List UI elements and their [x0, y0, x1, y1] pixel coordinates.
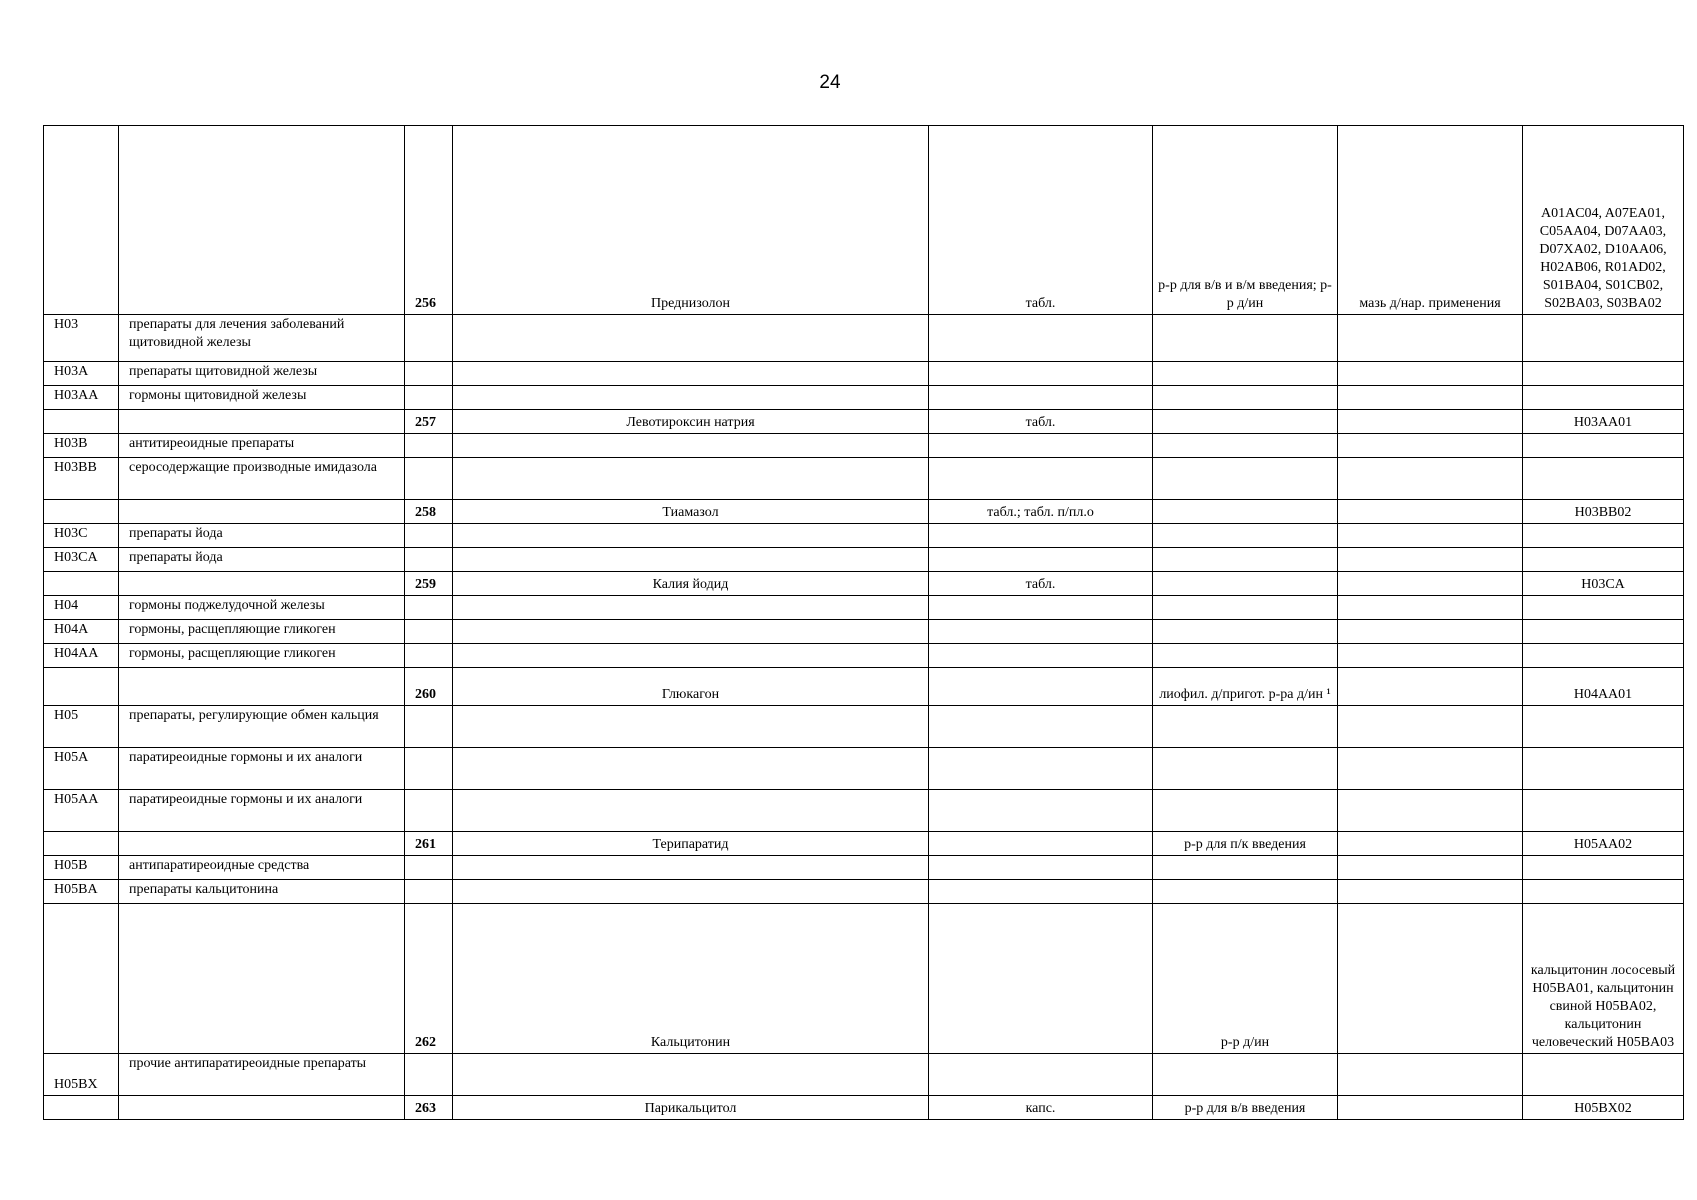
- injection-form-cell: р-р для в/в и в/м введения; р-р д/ин: [1153, 126, 1338, 315]
- external-form-cell: [1338, 434, 1523, 458]
- oral-form-cell: [929, 880, 1153, 904]
- drug-name-cell: [453, 856, 929, 880]
- group-name-cell: препараты для лечения заболеваний щитовидной железы: [119, 315, 405, 362]
- drug-number-cell: 260: [405, 668, 453, 706]
- injection-form-cell: лиофил. д/пригот. р-ра д/ин ¹: [1153, 668, 1338, 706]
- group-row: [44, 548, 1684, 572]
- drug-number-cell: [405, 1054, 453, 1096]
- group-name-cell: препараты щитовидной железы: [119, 362, 405, 386]
- drug-number-cell: [405, 706, 453, 748]
- group-row: [44, 458, 1684, 500]
- atc-code-cell: H03CA: [1523, 572, 1684, 596]
- drug-number-cell: [405, 386, 453, 410]
- injection-form-cell: [1153, 548, 1338, 572]
- atc-code-cell: [1523, 434, 1684, 458]
- drug-row: [44, 500, 1684, 524]
- drug-name-cell: [453, 644, 929, 668]
- drug-number-cell: 263: [405, 1096, 453, 1120]
- drug-row: [44, 832, 1684, 856]
- external-form-cell: [1338, 748, 1523, 790]
- atc-group-code-cell: H03B: [44, 434, 119, 458]
- atc-group-code-cell: H03A: [44, 362, 119, 386]
- atc-code-cell: H05BX02: [1523, 1096, 1684, 1120]
- drug-list-table: [43, 125, 1684, 1120]
- injection-form-cell: [1153, 500, 1338, 524]
- group-name-cell: [119, 126, 405, 315]
- oral-form-cell: [929, 668, 1153, 706]
- oral-form-cell: [929, 620, 1153, 644]
- drug-name-cell: [453, 458, 929, 500]
- atc-code-cell: [1523, 856, 1684, 880]
- injection-form-cell: [1153, 458, 1338, 500]
- atc-code-cell: [1523, 458, 1684, 500]
- atc-group-code-cell: H03BB: [44, 458, 119, 500]
- external-form-cell: [1338, 856, 1523, 880]
- atc-group-code-cell: [44, 572, 119, 596]
- group-row: [44, 362, 1684, 386]
- drug-name-cell: [453, 524, 929, 548]
- drug-number-cell: [405, 748, 453, 790]
- drug-number-cell: [405, 790, 453, 832]
- group-name-cell: [119, 668, 405, 706]
- injection-form-cell: [1153, 790, 1338, 832]
- external-form-cell: [1338, 620, 1523, 644]
- injection-form-cell: р-р для в/в введения: [1153, 1096, 1338, 1120]
- atc-group-code-cell: H03C: [44, 524, 119, 548]
- group-name-cell: паратиреоидные гормоны и их аналоги: [119, 748, 405, 790]
- atc-group-code-cell: H04AA: [44, 644, 119, 668]
- atc-code-cell: A01AC04, A07EA01, C05AA04, D07AA03, D07XA02, D10AA06, H02AB06, R01AD02, S01BA04, S01CB02, S02BA03, S03BA02: [1523, 126, 1684, 315]
- drug-name-cell: Левотироксин натрия: [453, 410, 929, 434]
- atc-group-code-cell: [44, 500, 119, 524]
- external-form-cell: [1338, 790, 1523, 832]
- atc-group-code-cell: H05BX: [44, 1054, 119, 1096]
- external-form-cell: [1338, 644, 1523, 668]
- external-form-cell: [1338, 458, 1523, 500]
- atc-group-code-cell: H03AA: [44, 386, 119, 410]
- group-row: [44, 386, 1684, 410]
- table-body: [44, 126, 1684, 1120]
- group-name-cell: прочие антипаратиреоидные препараты: [119, 1054, 405, 1096]
- drug-number-cell: 257: [405, 410, 453, 434]
- group-row: [44, 856, 1684, 880]
- atc-code-cell: [1523, 706, 1684, 748]
- atc-group-code-cell: H05BA: [44, 880, 119, 904]
- drug-row: [44, 572, 1684, 596]
- atc-group-code-cell: [44, 668, 119, 706]
- external-form-cell: [1338, 880, 1523, 904]
- oral-form-cell: табл.; табл. п/пл.о: [929, 500, 1153, 524]
- injection-form-cell: [1153, 386, 1338, 410]
- drug-number-cell: [405, 362, 453, 386]
- external-form-cell: [1338, 1096, 1523, 1120]
- atc-code-cell: [1523, 620, 1684, 644]
- oral-form-cell: [929, 386, 1153, 410]
- group-name-cell: антипаратиреоидные средства: [119, 856, 405, 880]
- oral-form-cell: [929, 904, 1153, 1054]
- group-name-cell: препараты йода: [119, 524, 405, 548]
- injection-form-cell: [1153, 706, 1338, 748]
- drug-row: [44, 1096, 1684, 1120]
- drug-row: [44, 904, 1684, 1054]
- drug-name-cell: Кальцитонин: [453, 904, 929, 1054]
- atc-code-cell: [1523, 748, 1684, 790]
- group-name-cell: препараты, регулирующие обмен кальция: [119, 706, 405, 748]
- group-name-cell: [119, 572, 405, 596]
- drug-number-cell: [405, 434, 453, 458]
- injection-form-cell: [1153, 880, 1338, 904]
- oral-form-cell: [929, 832, 1153, 856]
- oral-form-cell: [929, 644, 1153, 668]
- group-name-cell: [119, 500, 405, 524]
- atc-group-code-cell: H05B: [44, 856, 119, 880]
- drug-name-cell: [453, 386, 929, 410]
- drug-name-cell: [453, 434, 929, 458]
- external-form-cell: [1338, 362, 1523, 386]
- atc-group-code-cell: H03CA: [44, 548, 119, 572]
- group-name-cell: препараты кальцитонина: [119, 880, 405, 904]
- oral-form-cell: табл.: [929, 126, 1153, 315]
- group-row: [44, 596, 1684, 620]
- external-form-cell: мазь д/нар. применения: [1338, 126, 1523, 315]
- oral-form-cell: [929, 596, 1153, 620]
- drug-name-cell: [453, 362, 929, 386]
- group-row: [44, 1054, 1684, 1096]
- external-form-cell: [1338, 1054, 1523, 1096]
- atc-code-cell: [1523, 1054, 1684, 1096]
- atc-code-cell: H03AA01: [1523, 410, 1684, 434]
- drug-name-cell: [453, 315, 929, 362]
- atc-code-cell: [1523, 790, 1684, 832]
- drug-number-cell: [405, 644, 453, 668]
- drug-name-cell: Терипаратид: [453, 832, 929, 856]
- oral-form-cell: [929, 856, 1153, 880]
- drug-name-cell: Калия йодид: [453, 572, 929, 596]
- atc-code-cell: [1523, 548, 1684, 572]
- group-name-cell: препараты йода: [119, 548, 405, 572]
- atc-code-cell: [1523, 596, 1684, 620]
- group-name-cell: гормоны, расщепляющие гликоген: [119, 644, 405, 668]
- drug-number-cell: [405, 856, 453, 880]
- group-row: [44, 748, 1684, 790]
- injection-form-cell: [1153, 620, 1338, 644]
- atc-code-cell: H04AA01: [1523, 668, 1684, 706]
- drug-name-cell: [453, 1054, 929, 1096]
- drug-number-cell: [405, 880, 453, 904]
- atc-code-cell: [1523, 644, 1684, 668]
- drug-name-cell: [453, 596, 929, 620]
- injection-form-cell: [1153, 434, 1338, 458]
- drug-name-cell: [453, 706, 929, 748]
- oral-form-cell: табл.: [929, 572, 1153, 596]
- drug-number-cell: 258: [405, 500, 453, 524]
- external-form-cell: [1338, 548, 1523, 572]
- drug-name-cell: [453, 790, 929, 832]
- group-row: [44, 706, 1684, 748]
- group-row: [44, 644, 1684, 668]
- drug-row: [44, 410, 1684, 434]
- drug-number-cell: [405, 620, 453, 644]
- drug-name-cell: Парикальцитол: [453, 1096, 929, 1120]
- atc-code-cell: кальцитонин лососевый H05BA01, кальцитонин свиной H05BA02, кальцитонин человеческий H05BA03: [1523, 904, 1684, 1054]
- drug-number-cell: [405, 524, 453, 548]
- atc-group-code-cell: [44, 904, 119, 1054]
- atc-code-cell: [1523, 880, 1684, 904]
- oral-form-cell: [929, 458, 1153, 500]
- atc-code-cell: [1523, 315, 1684, 362]
- drug-number-cell: [405, 315, 453, 362]
- external-form-cell: [1338, 706, 1523, 748]
- drug-name-cell: [453, 620, 929, 644]
- group-name-cell: [119, 1096, 405, 1120]
- injection-form-cell: [1153, 315, 1338, 362]
- drug-name-cell: [453, 880, 929, 904]
- atc-group-code-cell: H04A: [44, 620, 119, 644]
- oral-form-cell: [929, 790, 1153, 832]
- drug-number-cell: 256: [405, 126, 453, 315]
- atc-code-cell: H05AA02: [1523, 832, 1684, 856]
- atc-code-cell: [1523, 524, 1684, 548]
- external-form-cell: [1338, 904, 1523, 1054]
- group-name-cell: [119, 904, 405, 1054]
- drug-number-cell: 259: [405, 572, 453, 596]
- external-form-cell: [1338, 386, 1523, 410]
- injection-form-cell: р-р для п/к введения: [1153, 832, 1338, 856]
- atc-group-code-cell: [44, 832, 119, 856]
- atc-group-code-cell: [44, 126, 119, 315]
- group-row: [44, 620, 1684, 644]
- injection-form-cell: [1153, 362, 1338, 386]
- group-name-cell: [119, 832, 405, 856]
- drug-name-cell: Тиамазол: [453, 500, 929, 524]
- oral-form-cell: капс.: [929, 1096, 1153, 1120]
- group-row: [44, 315, 1684, 362]
- external-form-cell: [1338, 596, 1523, 620]
- group-name-cell: гормоны поджелудочной железы: [119, 596, 405, 620]
- external-form-cell: [1338, 572, 1523, 596]
- injection-form-cell: [1153, 410, 1338, 434]
- group-name-cell: паратиреоидные гормоны и их аналоги: [119, 790, 405, 832]
- oral-form-cell: [929, 748, 1153, 790]
- oral-form-cell: табл.: [929, 410, 1153, 434]
- external-form-cell: [1338, 315, 1523, 362]
- external-form-cell: [1338, 500, 1523, 524]
- injection-form-cell: [1153, 856, 1338, 880]
- external-form-cell: [1338, 668, 1523, 706]
- atc-group-code-cell: [44, 1096, 119, 1120]
- drug-number-cell: 262: [405, 904, 453, 1054]
- group-name-cell: гормоны щитовидной железы: [119, 386, 405, 410]
- drug-name-cell: [453, 748, 929, 790]
- drug-name-cell: Глюкагон: [453, 668, 929, 706]
- oral-form-cell: [929, 315, 1153, 362]
- oral-form-cell: [929, 524, 1153, 548]
- group-row: [44, 790, 1684, 832]
- group-row: [44, 434, 1684, 458]
- external-form-cell: [1338, 410, 1523, 434]
- injection-form-cell: [1153, 1054, 1338, 1096]
- drug-number-cell: [405, 548, 453, 572]
- group-row: [44, 524, 1684, 548]
- external-form-cell: [1338, 832, 1523, 856]
- group-name-cell: антитиреоидные препараты: [119, 434, 405, 458]
- oral-form-cell: [929, 362, 1153, 386]
- injection-form-cell: [1153, 572, 1338, 596]
- atc-code-cell: [1523, 362, 1684, 386]
- group-name-cell: гормоны, расщепляющие гликоген: [119, 620, 405, 644]
- injection-form-cell: [1153, 524, 1338, 548]
- atc-group-code-cell: H05A: [44, 748, 119, 790]
- page-number: 24: [819, 72, 841, 93]
- injection-form-cell: [1153, 596, 1338, 620]
- atc-group-code-cell: H05: [44, 706, 119, 748]
- oral-form-cell: [929, 548, 1153, 572]
- group-row: [44, 880, 1684, 904]
- injection-form-cell: р-р д/ин: [1153, 904, 1338, 1054]
- atc-code-cell: H03BB02: [1523, 500, 1684, 524]
- drug-name-cell: [453, 548, 929, 572]
- atc-group-code-cell: H04: [44, 596, 119, 620]
- oral-form-cell: [929, 434, 1153, 458]
- drug-row: [44, 126, 1684, 315]
- atc-code-cell: [1523, 386, 1684, 410]
- atc-group-code-cell: [44, 410, 119, 434]
- drug-number-cell: 261: [405, 832, 453, 856]
- injection-form-cell: [1153, 748, 1338, 790]
- oral-form-cell: [929, 1054, 1153, 1096]
- injection-form-cell: [1153, 644, 1338, 668]
- drug-name-cell: Преднизолон: [453, 126, 929, 315]
- drug-row: [44, 668, 1684, 706]
- drug-number-cell: [405, 458, 453, 500]
- drug-number-cell: [405, 596, 453, 620]
- group-name-cell: серосодержащие производные имидазола: [119, 458, 405, 500]
- oral-form-cell: [929, 706, 1153, 748]
- external-form-cell: [1338, 524, 1523, 548]
- atc-group-code-cell: H03: [44, 315, 119, 362]
- atc-group-code-cell: H05AA: [44, 790, 119, 832]
- group-name-cell: [119, 410, 405, 434]
